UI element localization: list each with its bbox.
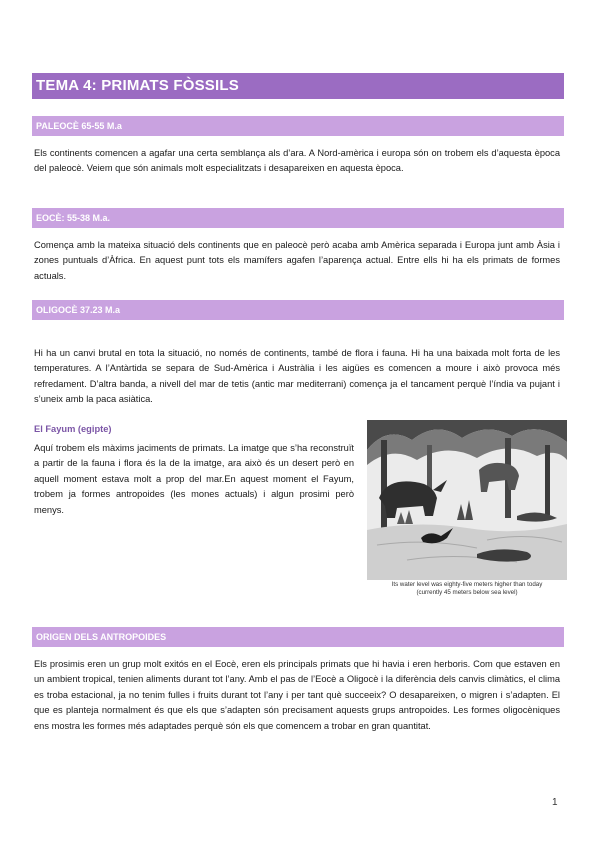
fayum-figure bbox=[367, 420, 567, 598]
page-number: 1 bbox=[552, 797, 558, 808]
section-heading-eoce: EOCÈ: 55-38 M.a. bbox=[32, 208, 564, 228]
paragraph-origen-antropoides: Els prosimis eren un grup molt exitós en el Eocè, eren els principals primats que hi havia i eren herboris. Com que estaven en un ambient tropical, tenien aliments durant tot l’any. Amb el pas de l’Eocè a Oligocè i la diferència dels canvis climàtics, el clima es troba estacional, ja no tenim fulles i fruits durant tot l’any i per tant què succeeix? O desapareixen, o migren i s’adapten. El que es planteja normalment és que els que s’adapten són precisament aquests grups antropoides. Les formes oligocèniques ens mostra les formes més adaptades perquè són els que comencem a trobar en gran quantitat. bbox=[34, 659, 560, 731]
page-title: TEMA 4: PRIMATS FÒSSILS bbox=[32, 73, 564, 99]
paragraph-eoce: Comença amb la mateixa situació dels continents que en paleocè però acaba amb Amèrica separada i Europa junt amb Àsia i zones puntuals d’Àfrica. En aquest punt tots els mamífers agafen l’aparença actual. Entre ells hi ha els primats de formes actuals. bbox=[34, 240, 560, 281]
caption-line-2: (currently 45 meters below sea level) bbox=[416, 589, 518, 596]
section-heading-oligoce: OLIGOCÈ 37.23 M.a bbox=[32, 300, 564, 320]
paragraph-fayum: Aquí trobem els màxims jaciments de primats. La imatge que s’ha reconstruït a partir de la fauna i flora és la de la imatge, ara això és un desert però en aquell moment estava molt a prop del mar.En aquest moment el Fayum, trobem ja formes antropoides (les mones actuals) i algun prosimi però menys. bbox=[34, 443, 354, 515]
figure-caption bbox=[367, 581, 567, 597]
section-heading-origen-antropoides: ORIGEN DELS ANTROPOIDES bbox=[32, 627, 564, 647]
section-heading-paleoce: PALEOCÈ 65-55 M.a bbox=[32, 116, 564, 136]
fayum-reconstruction-illustration bbox=[367, 420, 567, 580]
paragraph-paleoce: Els continents comencen a agafar una certa semblança als d’ara. A Nord-amèrica i europa són on trobem els d’aquesta època del paleocè. Veiem que són animals molt especialitzats i desapareixen en aquesta època. bbox=[34, 148, 560, 174]
caption-line-1: Its water level was eighty-five meters higher than today bbox=[391, 581, 543, 588]
fayum-heading: El Fayum (egipte) bbox=[34, 424, 112, 434]
paragraph-oligoce: Hi ha un canvi brutal en tota la situació, no només de continents, també de flora i fauna. Hi ha una baixada molt forta de les temperatures. A l’Antàrtida se separa de Sud-Amèrica i Austràlia i les aigües es comencen a moure i això provoca més refredament. D’altra banda, a nivell del mar de tetis (antic mar mediterrani) comença ja el tancament perquè l’índia va pujant i s’uneix amb la paca asiàtica. bbox=[34, 348, 560, 405]
